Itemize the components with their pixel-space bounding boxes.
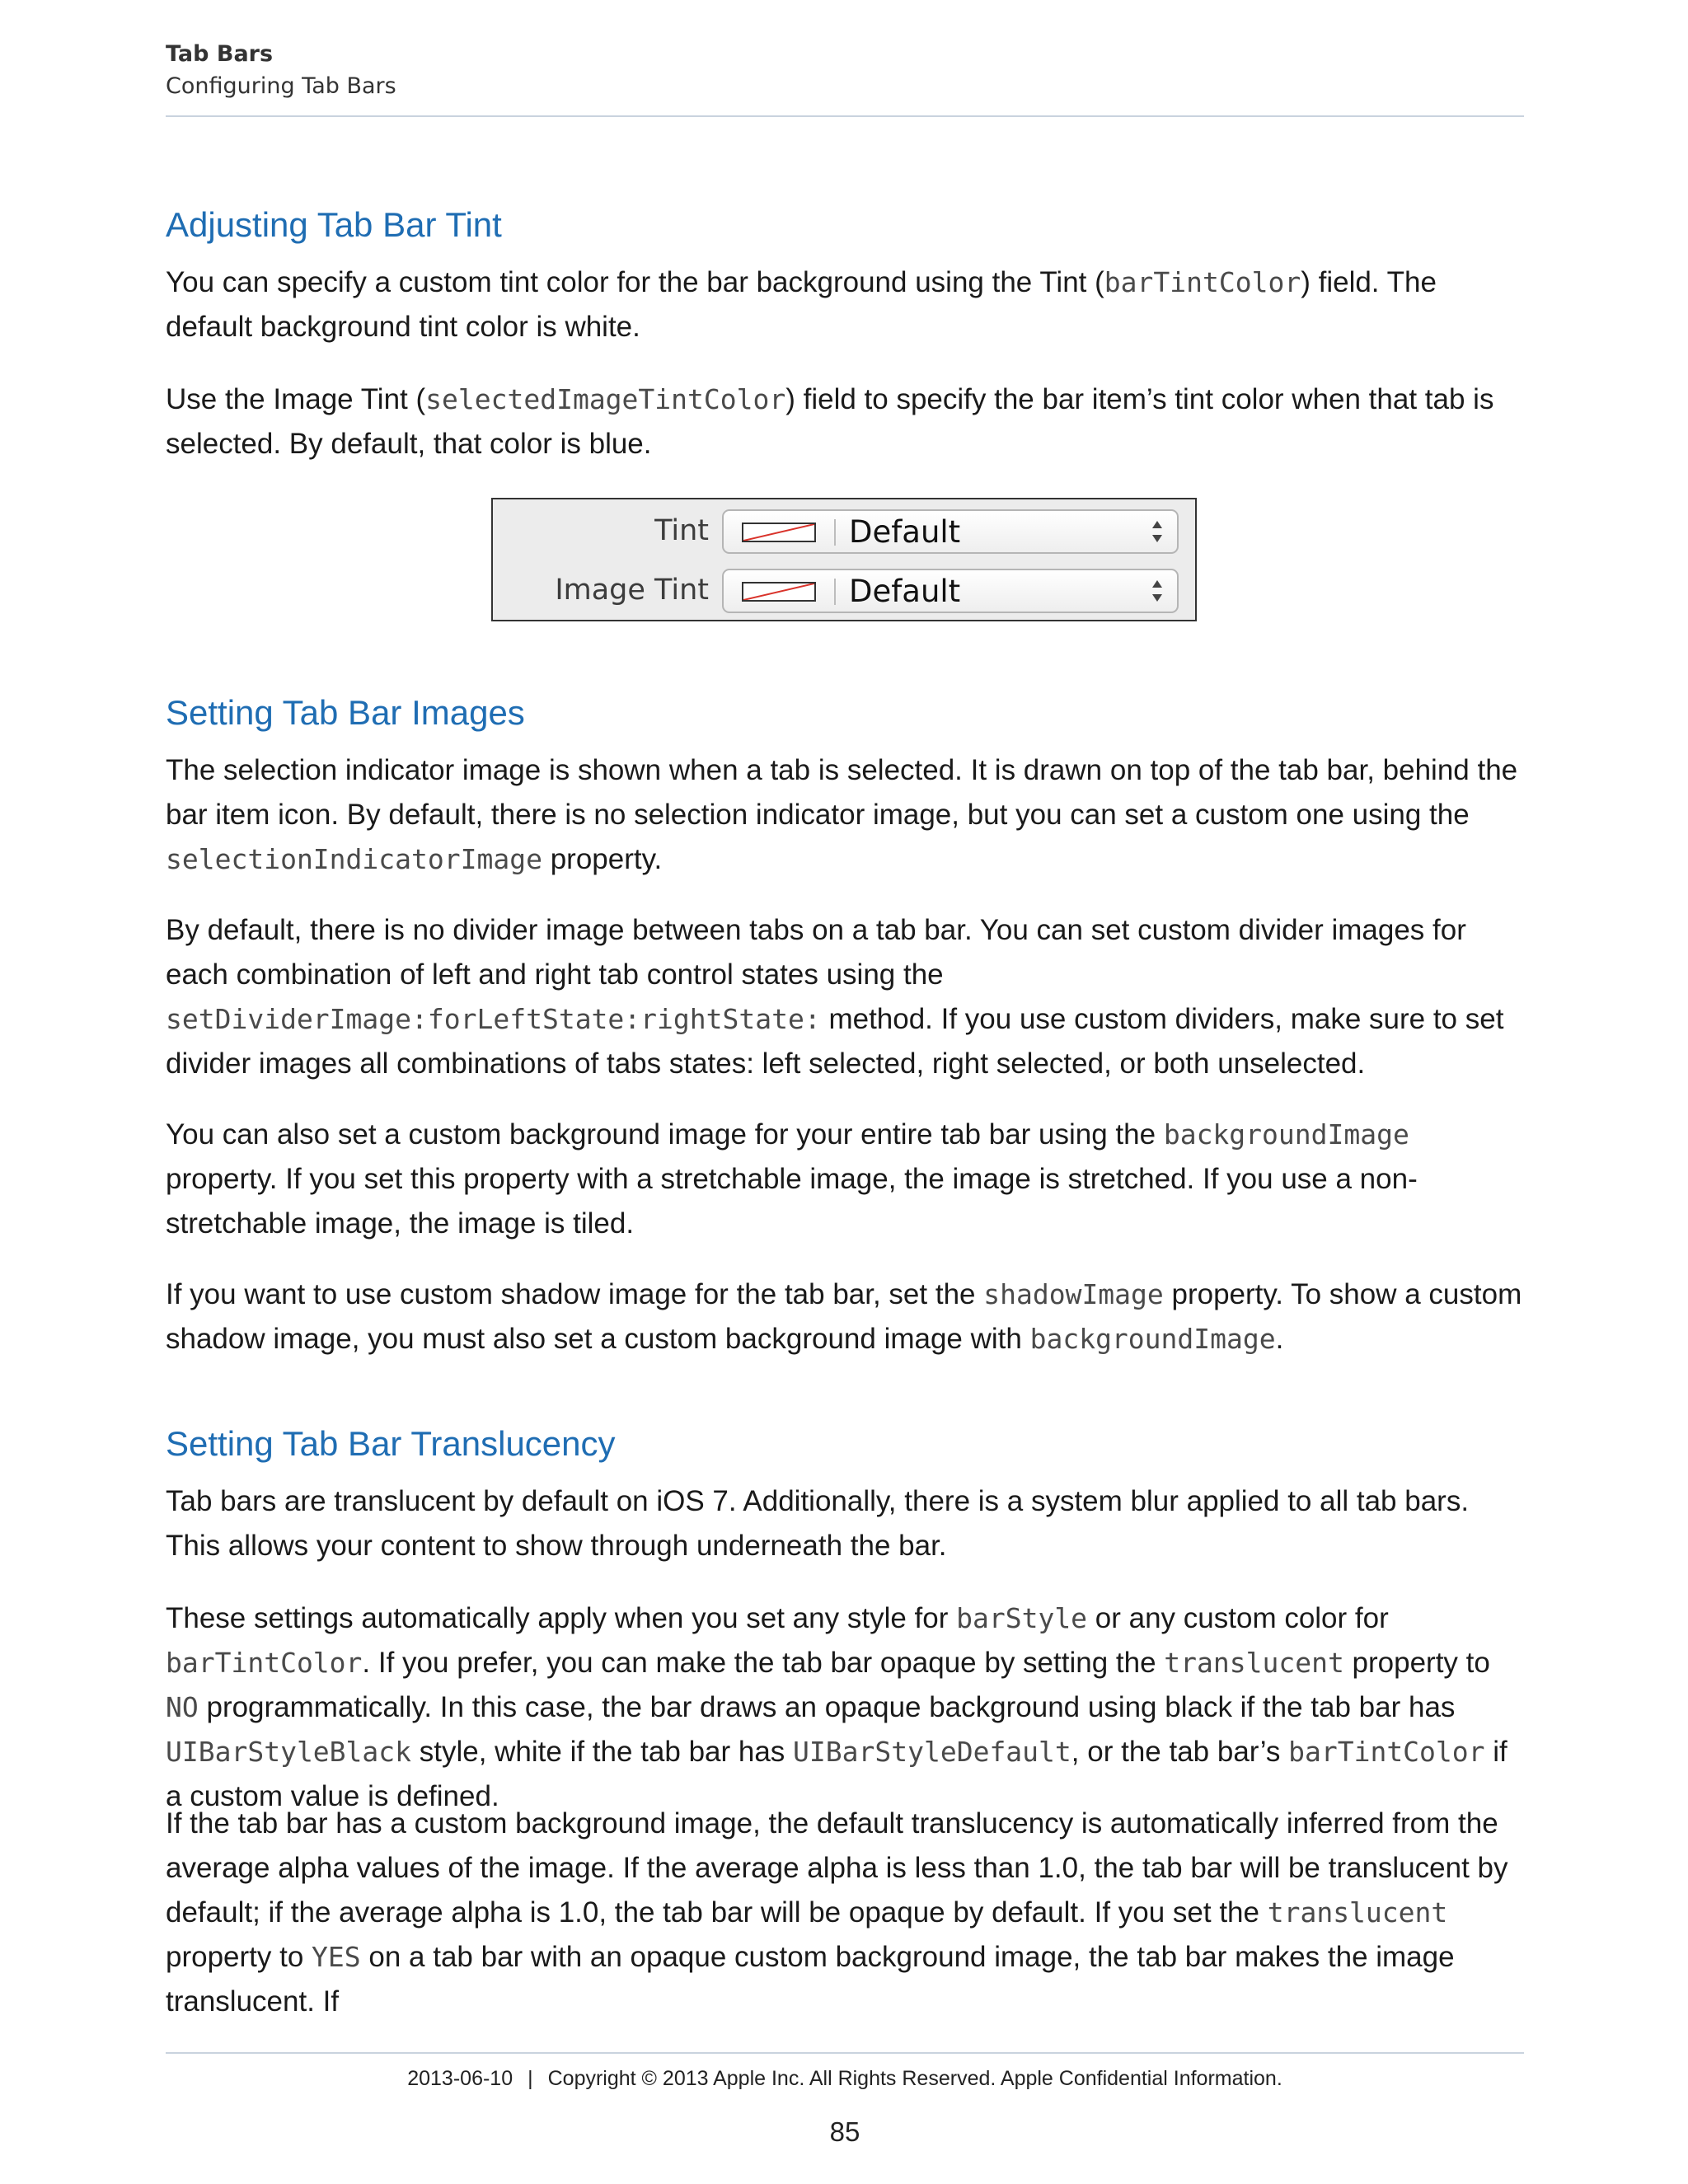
paragraph-images-4: If you want to use custom shadow image for the tab bar, set the shadowImage property. To show a custom shadow image, you must also set a custom background image with backgroundImage.	[166, 1278, 1522, 1355]
tint-label: Tint	[654, 514, 709, 547]
footer-rule	[166, 2052, 1524, 2054]
up-down-arrows-icon	[1151, 579, 1164, 603]
code-background-image: backgroundImage	[1163, 1118, 1409, 1151]
popup-separator	[834, 579, 836, 605]
code-background-image-2: backgroundImage	[1029, 1323, 1276, 1355]
heading-tab-bar-images: Setting Tab Bar Images	[166, 693, 525, 732]
code-set-divider-image: setDividerImage:forLeftState:rightState:	[166, 1003, 821, 1035]
popup-separator	[834, 519, 836, 546]
paragraph-images-1: The selection indicator image is shown when a tab is selected. It is drawn on top of the tab bar, behind the bar item icon. By default, there is no selection indicator image, but you can set a custom one using the selectionIndicatorImage property.	[166, 754, 1518, 875]
up-down-arrows-icon	[1151, 519, 1164, 544]
page-number: 85	[829, 2116, 860, 2147]
header-rule	[166, 115, 1524, 117]
heading-adjusting-tint: Adjusting Tab Bar Tint	[166, 205, 502, 244]
paragraph-translucency-1: Tab bars are translucent by default on iOS 7. Additionally, there is a system blur applied to all tab bars. This allows your content to show through underneath the bar.	[166, 1485, 1470, 1562]
color-swatch-icon	[742, 523, 816, 542]
paragraph-translucency-2: These settings automatically apply when you set any style for barStyle or any custom color for barTintColor. If you prefer, you can make the tab bar opaque by setting the translucent property to NO programmatically. In this case, the bar draws an opaque background using black if the tab bar has UIBarStyleBlack style, white if the tab bar has UIBarStyleDefault, or the tab bar’s barTintColor if a custom value is defined.	[166, 1602, 1507, 1812]
color-swatch-icon	[742, 582, 816, 602]
tint-value: Default	[849, 514, 961, 550]
paragraph-tint-2: Use the Image Tint (selectedImageTintColor) field to specify the bar item’s tint color when that tab is selected. By default, that color is blue.	[166, 383, 1494, 460]
image-tint-popup[interactable]	[722, 569, 1179, 613]
section-title: Configuring Tab Bars	[166, 73, 396, 99]
paragraph-images-2: By default, there is no divider image between tabs on a tab bar. You can set custom divider images for each combination of left and right tab control states using the setDividerImage:forLeftState:rightState: method. If you use custom dividers, make sure to set divider images all combinations of tabs states: left selected, right selected, or both unselected.	[166, 914, 1504, 1080]
tint-row	[493, 504, 1195, 557]
image-tint-row	[493, 564, 1195, 616]
code-selection-indicator-image: selectionIndicatorImage	[166, 843, 542, 875]
code-shadow-image: shadowImage	[983, 1278, 1164, 1310]
code-bar-tint-color: barTintColor	[1104, 266, 1301, 298]
paragraph-tint-1: You can specify a custom tint color for the bar background using the Tint (barTintColor) field. The default background tint color is white.	[166, 266, 1437, 343]
running-header	[166, 40, 1524, 104]
paragraph-translucency-3: If the tab bar has a custom background image, the default translucency is automatically inferred from the average alpha values of the image. If the average alpha is less than 1.0, the tab bar will be translucent by default; if the average alpha is 1.0, the tab bar will be opaque by default. If you set the translucent property to YES on a tab bar with an opaque custom background image, the tab bar makes the image translucent. If	[166, 1807, 1508, 2018]
footer-date: 2013-06-10	[407, 2067, 513, 2090]
attributes-inspector-figure	[491, 498, 1197, 621]
tint-popup[interactable]	[722, 509, 1179, 554]
footer	[166, 2067, 1524, 2091]
image-tint-value: Default	[849, 574, 961, 609]
image-tint-label: Image Tint	[555, 574, 709, 607]
heading-translucency: Setting Tab Bar Translucency	[166, 1424, 616, 1463]
chapter-title: Tab Bars	[166, 41, 274, 67]
code-selected-image-tint-color: selectedImageTintColor	[425, 383, 786, 415]
footer-separator: |	[528, 2067, 533, 2090]
footer-copyright: Copyright © 2013 Apple Inc. All Rights Reserved. Apple Confidential Information.	[547, 2067, 1282, 2090]
paragraph-images-3: You can also set a custom background image for your entire tab bar using the backgroundImage property. If you set this property with a stretchable image, the image is stretched. If you use a non-stretchable image, the image is tiled.	[166, 1118, 1418, 1240]
